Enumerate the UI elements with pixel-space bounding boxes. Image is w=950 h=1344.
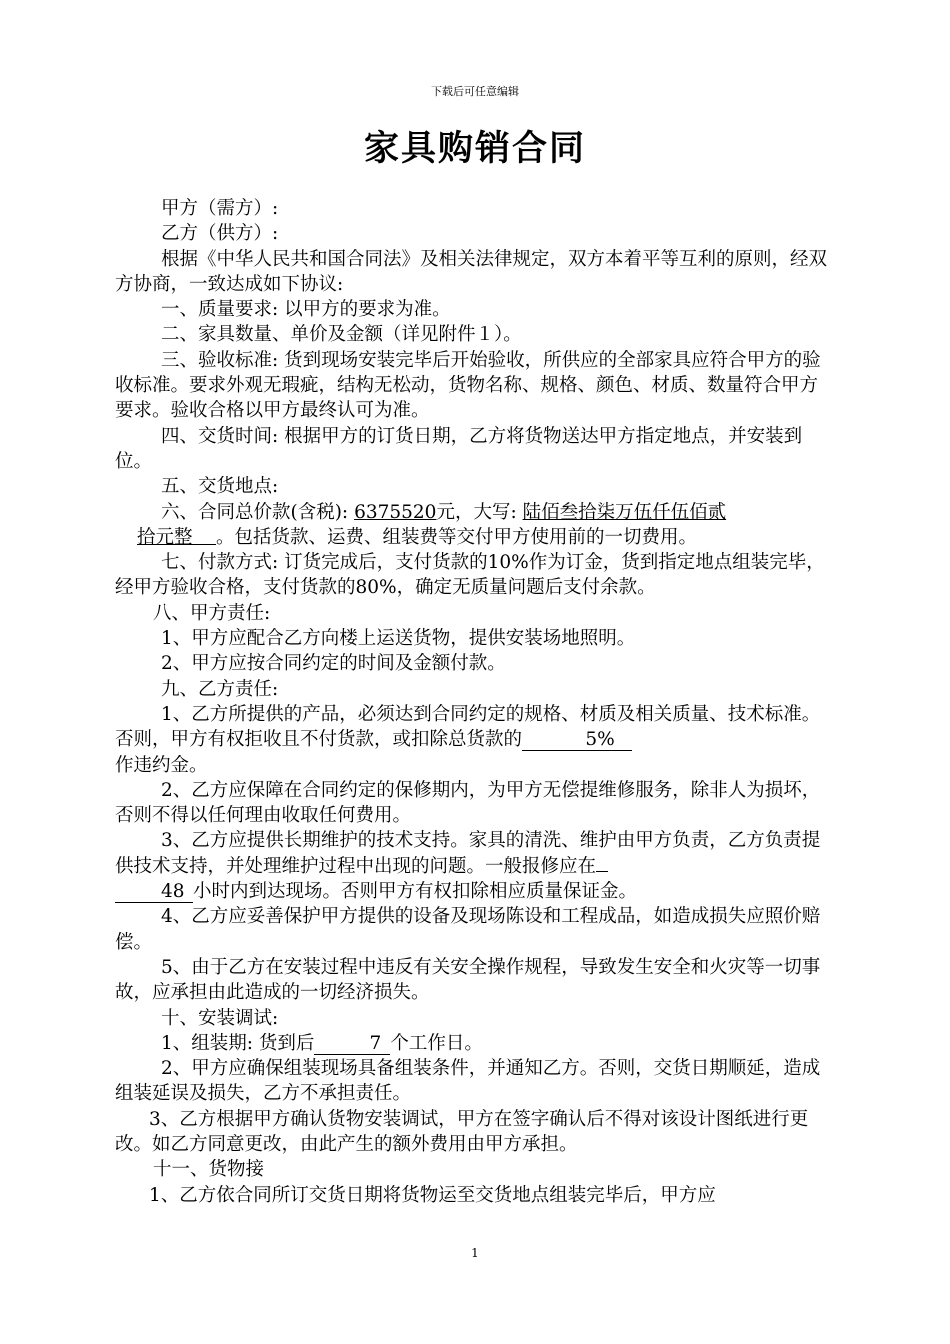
clause-2: 二、家具数量、单价及金额（详见附件１）。 — [161, 324, 522, 346]
clause-10-item-3: 3、乙方根据甲方确认货物安装调试，甲方在签字确认后不得对该设计图纸进行更改。如乙方同意更改，由此产生的额外费用由甲方承担。 — [115, 1108, 809, 1155]
clause-10-item-2: 2、甲方应确保组装现场具备组装条件，并通知乙方。否则，交货日期顺延，造成组装延误及损失，乙方不承担责任。 — [115, 1058, 821, 1105]
clause-8-item-2: 2、甲方应按合同约定的时间及金额付款。 — [161, 653, 506, 675]
clause-6-mid: 元，大写: — [436, 501, 523, 523]
page-header: 下载后可任意编辑 — [431, 85, 519, 98]
page-number: 1 — [471, 1246, 479, 1260]
clause-6 — [115, 500, 835, 551]
clause-8-heading: 八、甲方责任: — [153, 602, 271, 624]
contract-body — [115, 196, 835, 1208]
clause-6-tail: 。包括货款、运费、组装费等交付甲方使用前的一切费用。 — [216, 526, 698, 548]
clause-5: 五、交货地点: — [161, 476, 279, 498]
clause-10-heading: 十、安装调试: — [161, 1007, 279, 1029]
clause-9-item-4: 4、乙方应妥善保护甲方提供的设备及现场陈设和工程成品，如造成损失应照价赔偿。 — [115, 906, 821, 953]
clause-11-item-1: 1、乙方依合同所订交货日期将货物运至交货地点组装完毕后，甲方应 — [149, 1184, 716, 1206]
amount-words: 陆佰叁拾柒万伍仟伍佰贰 — [522, 501, 727, 523]
clause-9-item-5: 5、由于乙方在安装过程中违反有关安全操作规程，导致发生安全和火灾等一切事故，应承担由此造成的一切经济损失。 — [115, 956, 821, 1004]
clause-9-item-3: 3、乙方应提供长期维护的技术支持。家具的清洗、维护由甲方负责，乙方负责提供技术支持，并处理维护过程中出现的问题。一般报修应在 48 小时内到达现场。否则甲方有权扣除相应质量保证金。 — [115, 830, 821, 903]
party-b-line: 乙方（供方）: — [161, 223, 279, 245]
total-amount: 6375520 — [354, 501, 437, 523]
clause-7: 七、付款方式: 订货完成后，支付货款的10%作为订金，货到指定地点组装完毕，经甲方验收合格，支付货款的80%，确定无质量问题后支付余款。 — [115, 552, 825, 599]
clause-3: 三、验收标准: 货到现场安装完毕后开始验收，所供应的全部家具应符合甲方的验收标准。要求外观无瑕疵，结构无松动，货物名称、规格、颜色、材质、数量符合甲方要求。验收合格以甲方最终认可为准。 — [115, 349, 821, 422]
clause-9-item-2: 2、乙方应保障在合同约定的保修期内，为甲方无偿提维修服务，除非人为损坏，否则不得以任何理由收取任何费用。 — [115, 779, 821, 827]
assembly-days: 7 — [314, 1034, 390, 1055]
clause-9-item-1: 1、乙方所提供的产品，必须达到合同约定的规格、材质及相关质量、技术标准。否则，甲方有权拒收且不付货款，或扣除总货款的 5% 作违约金。 — [115, 703, 821, 776]
clause-4: 四、交货时间: 根据甲方的订货日期，乙方将货物送达甲方指定地点，并安装到位。 — [115, 425, 803, 472]
party-a-line: 甲方（需方）: — [161, 198, 279, 219]
amount-words-cont: 拾元整 — [137, 526, 193, 548]
preamble: 根据《中华人民共和国合同法》及相关法律规定，双方本着平等互利的原则，经双方协商，一致达成如下协议: — [115, 248, 828, 295]
clause-9-heading: 九、乙方责任: — [161, 678, 279, 700]
clause-11-heading: 十一、货物接 — [153, 1159, 265, 1181]
penalty-percent: 5% — [522, 730, 632, 751]
document-title: 家具购销合同 — [363, 129, 586, 169]
clause-1: 一、质量要求: 以甲方的要求为准。 — [161, 299, 451, 321]
clause-6-label: 六、合同总价款(含税): — [161, 501, 355, 523]
clause-8-item-1: 1、甲方应配合乙方向楼上运送货物，提供安装场地照明。 — [161, 628, 636, 650]
clause-10-item-1: 1、组装期: 货到后 7 个工作日。 — [161, 1032, 483, 1054]
response-hours: 48 — [115, 882, 193, 903]
